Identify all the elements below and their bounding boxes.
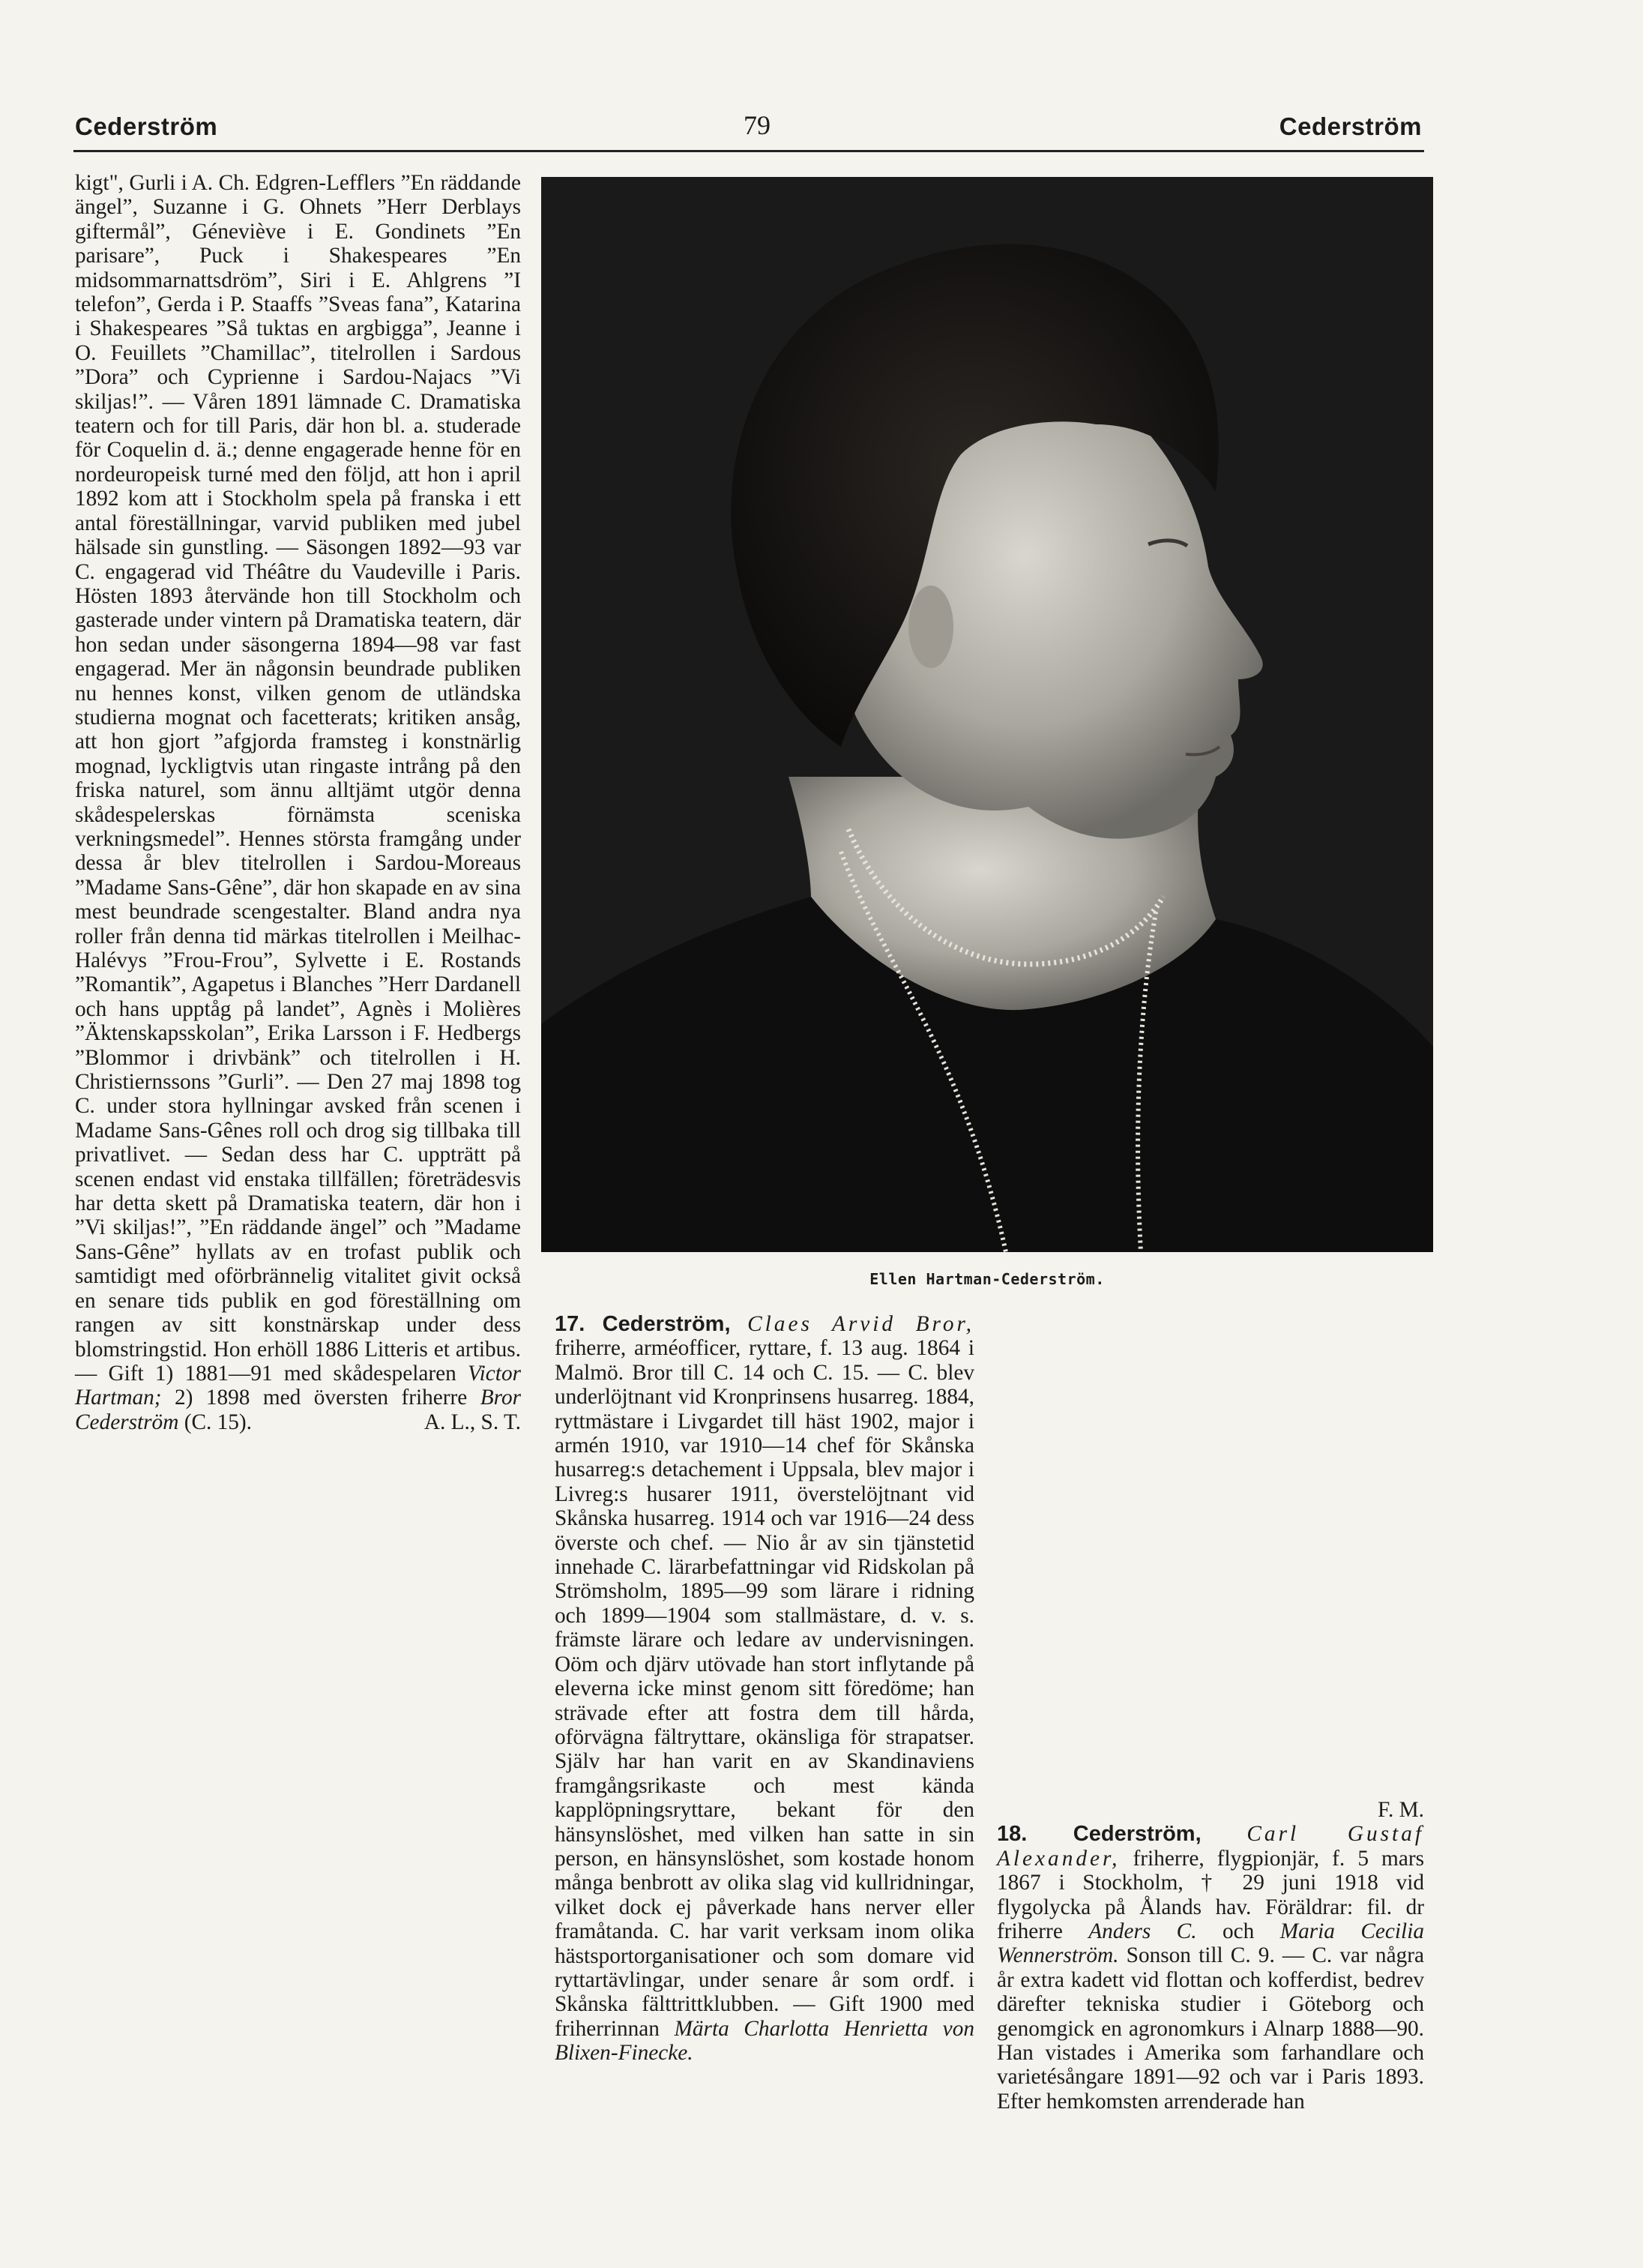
entry-18-given-names: Carl Gustaf Alexander, <box>997 1822 1424 1871</box>
left-body: kigt", Gurli i A. Ch. Edgren-Lefflers ”En räddande ängel”, Suzanne i G. Ohnets ”Herr Derblays giftermål”, Géneviève i E. Gondinets ”En parisare”, Puck i Shakespeares ”En midsommarnattsdröm”, Siri i E. Ahlgrens ”I telefon”, Gerda i P. Staaffs ”Sveas fana”, Katarina i Shakespeares ”Så tuktas en argbigga”, Jeanne i O. Feuillets ”Chamillac”, titelrollen i Sardous ”Dora” och Cyprienne i Sardou-Najacs ”Vi skiljas!”. — Våren 1891 lämnade C. Dramatiska teatern och for till Paris, där hon bl. a. studerade för Coquelin d. ä.; denne engagerade henne för en nordeuropeisk turné med den följd, att hon i april 1892 kom att i Stockholm spela på franska i ett antal föreställningar, varvid publiken med jubel hälsade sin gunstling. — Säsongen 1892—93 var C. engagerad vid Théâtre du Vaudeville i Paris. Hösten 1893 återvände hon till Stockholm och gasterade under vintern på Dramatiska teatern, där hon sedan under säsongerna 1894—98 var fast engagerad. Mer än någonsin beundrade publiken nu hennes konst, vilken genom de utländska studierna mognat och facetterats; kritiken ansåg, att hon gjort ”afgjorda framsteg i konstnärlig mognad, lyckligtvis utan ringaste intrång på den friska naturel, som ännu alltjämt utgör denna skådespelerskas förnämsta sceniska verkningsmedel”. Hennes största framgång under dessa år blev titelrollen i Sardou-Moreaus ”Madame Sans-Gêne”, där hon skapade en av sina mest beundrade scengestalter. Bland andra nya roller från denna tid märkas titelrollen i Meilhac-Halévys ”Frou-Frou”, Sylvette i E. Rostands ”Romantik”, Agapetus i Blanches ”Herr Dardanell och hans upptåg på landet”, Agnès i Molières ”Äktenskapsskolan”, Erika Larsson i F. Hedbergs ”Blommor i drivbänk” och titelrollen i H. Christiernssons ”Gurli”. — Den 27 maj 1898 tog C. under stora hyllningar avsked från scenen i Madame Sans-Gênes roll och drog sig tillbaka till privatlivet. — Sedan dess har C. uppträtt på scenen endast vid enstaka tillfällen; företrädesvis har detta skett på Dramatiska teatern, där hon i ”Vi skiljas!”, ”En räddande ängel” och ”Madame Sans-Gêne” hyllats av en trofast publik och samtidigt med oförbrännelig vitalitet givit också en senare tids publik en god föreställning om rangen av sitt konstnärskap under dess blomstringstid. Hon erhöll 1886 Litteris et artibus. — Gift 1) 1881—91 med skådespelaren <box>75 171 521 1386</box>
entry-18-body-1: friherre, flygpionjär, f. 5 mars 1867 i Stockholm, † 29 juni 1918 vid flygolycka på Ålands hav. Föräldrar: fil. dr friherre <box>997 1846 1424 1944</box>
page-number: 79 <box>744 110 771 140</box>
running-head-left: Cederström <box>75 112 218 140</box>
entry-18-text <box>997 1822 1424 2114</box>
entry-18-mother: Maria Cecilia Wennerström. <box>997 1919 1424 1968</box>
entry-17-heading: 17. Cederström, <box>555 1312 731 1336</box>
left-column-text <box>75 171 521 1434</box>
right-column-continuation-space <box>997 1312 1424 1798</box>
spouse2-name: Bror Cederström <box>75 1386 521 1434</box>
left-signature: A. L., S. T. <box>423 1410 521 1434</box>
header-rule <box>73 150 1424 152</box>
running-head-right: Cederström <box>1279 112 1422 140</box>
portrait-photo <box>541 177 1433 1252</box>
entry-17-given-names: Claes Arvid Bror, <box>747 1312 974 1336</box>
entry-17-signature: F. M. <box>1378 1798 1424 1822</box>
entry-17-spouse-name: Märta Charlotta Henrietta von Blixen-Finecke. <box>555 2016 974 2066</box>
entry-17-body: friherre, arméofficer, ryttare, f. 13 aug. 1864 i Malmö. Bror till C. 14 och C. 15. — C. blev underlöjtnant vid Kronprinsens husarreg. 1884, ryttmästare i Livgardet till häst 1902, major i armén 1910, var 1910—14 chef för Skånska husarreg:s detachement i Uppsala, blev major i Livreg:s husarer 1911, överstelöjtnant vid Skånska husarreg. 1914 och var 1916—24 dess överste och chef. — Nio år av sin tjänstetid innehade C. lärarbefattningar vid Ridskolan på Strömsholm, 1895—99 som lärare i ridning och 1899—1904 som stallmästare, d. v. s. främste lärare och ledare av undervisningen. Oöm och djärv utövade han stort inflytande på eleverna icke minst genom sitt föredöme; han strävade efter att fostra dem till hårda, oförvägna fältryttare, okänsliga för strapatser. Själv har han varit en av Skandinaviens framgångsrikaste och mest kända kapplöpningsryttare, bekant för den hänsynslöshet, med vilken han satte in sin person, en hänsynslöshet, som kostade honom många benbrott av olika slag vid kullridningar, vilket dock ej påverkade hans nerver eller framåtanda. C. har varit verksam inom olika hästsportorganisationer och som domare vid ryttartävlingar, under senare år som ordf. i Skånska fälttrittklubben. — Gift 1900 med friherrinnan <box>555 1336 974 2041</box>
entry-17 <box>555 1312 974 2066</box>
entry-18-body-2: och <box>1196 1919 1280 1944</box>
entry-18-father: Anders C. <box>1088 1919 1197 1944</box>
left-mid: 2) 1898 med översten friherre <box>161 1386 480 1410</box>
entry-18-heading: 18. Cederström, <box>997 1822 1202 1847</box>
entry-17-text <box>555 1312 974 2066</box>
portrait-illustration <box>541 177 1433 1252</box>
left-column <box>75 171 521 1434</box>
entry-18-body-3: Sonson till C. 9. — C. var några år extra kadett vid flottan och kofferdist, bedrev därefter tekniska studier i Göteborg och genomgick en agronomkurs i Alnarp 1888—90. Han vistades i Amerika som farhandlare och varietésångare 1891—92 och var i Paris 1893. Efter hemkomsten arrenderade han <box>997 1943 1424 2114</box>
left-end: (C. 15). <box>184 1410 253 1434</box>
photo-caption: Ellen Hartman-Cederström. <box>869 1270 1105 1288</box>
spouse1-name: Victor Hartman; <box>75 1361 521 1410</box>
right-column <box>997 1312 1424 2114</box>
